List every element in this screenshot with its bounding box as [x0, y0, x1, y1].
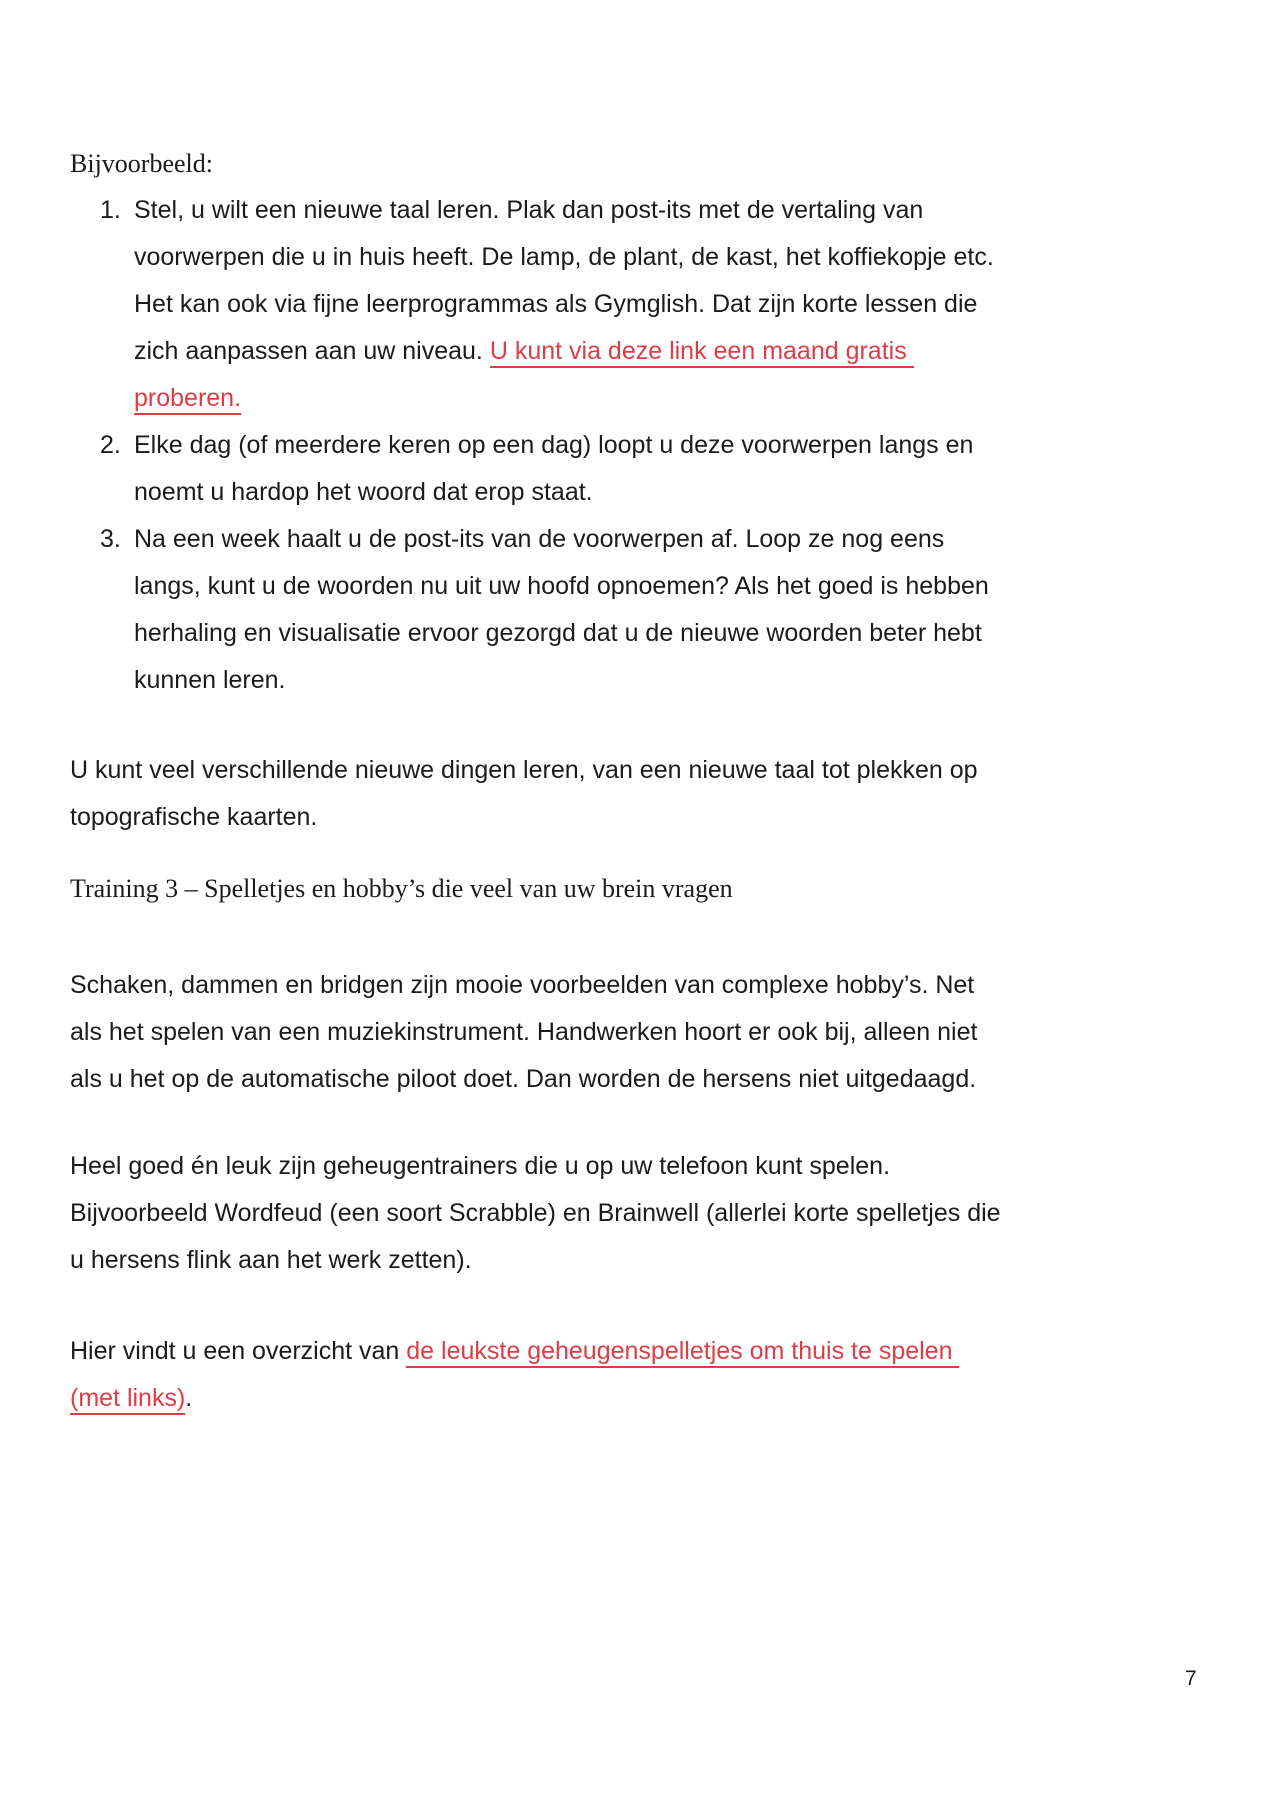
- hyperlink[interactable]: (met links): [70, 1384, 185, 1415]
- list-number: 3.: [100, 525, 121, 553]
- blank-line: [0, 704, 1280, 747]
- list-number: 1.: [100, 196, 121, 224]
- text-line: Bijvoorbeeld Wordfeud (een soort Scrabble) en Brainwell (allerlei korte spelletjes die: [70, 1199, 1001, 1227]
- text-line: als het spelen van een muziekinstrument. Handwerken hoort er ook bij, alleen niet: [70, 1018, 978, 1046]
- blank-line: [0, 912, 1280, 962]
- text-line: Heel goed én leuk zijn geheugentrainers die u op uw telefoon kunt spelen.: [70, 1152, 891, 1180]
- list-item-line: zich aanpassen aan uw niveau. U kunt via deze link een maand gratis: [134, 328, 1280, 375]
- text-line: topografische kaarten.: [70, 803, 318, 831]
- list-item-line: langs, kunt u de woorden nu uit uw hoofd opnoemen? Als het goed is hebben: [134, 572, 989, 600]
- blank-line: [0, 1284, 1280, 1328]
- list-item-line: voorwerpen die u in huis heeft. De lamp, de plant, de kast, het koffiekopje etc.: [134, 243, 994, 271]
- list-item-line: [134, 375, 1280, 422]
- list-item-line: 3. Na een week haalt u de post-its van de voorwerpen af. Loop ze nog eens: [100, 516, 1280, 563]
- text-line: (met links).: [70, 1375, 1280, 1422]
- page-number: 7: [1185, 1667, 1197, 1690]
- list-item-line: 1. Stel, u wilt een nieuwe taal leren. Plak dan post-its met de vertaling van: [100, 187, 1280, 234]
- text-line: U kunt veel verschillende nieuwe dingen leren, van een nieuwe taal tot plekken op: [70, 756, 978, 784]
- text-line: u hersens flink aan het werk zetten).: [70, 1246, 472, 1274]
- document-body: [0, 140, 1280, 1422]
- list-item-line: Het kan ook via fijne leerprogrammas als Gymglish. Dat zijn korte lessen die: [134, 290, 978, 318]
- list-item-line: 2. Elke dag (of meerdere keren op een dag) loopt u deze voorwerpen langs en: [100, 422, 1280, 469]
- blank-line: [0, 841, 1280, 865]
- list-item-line: noemt u hardop het woord dat erop staat.: [134, 478, 593, 506]
- heading: Training 3 – Spelletjes en hobby’s die veel van uw brein vragen: [70, 874, 733, 903]
- text-line: Schaken, dammen en bridgen zijn mooie voorbeelden van complexe hobby’s. Net: [70, 971, 975, 999]
- text-line: Hier vindt u een overzicht van de leukste geheugenspelletjes om thuis te spelen: [70, 1328, 1280, 1375]
- heading: Bijvoorbeeld:: [70, 149, 213, 178]
- hyperlink[interactable]: U kunt via deze link een maand gratis: [490, 337, 914, 368]
- text-line: als u het op de automatische piloot doet. Dan worden de hersens niet uitgedaagd.: [70, 1065, 977, 1093]
- list-item-line: herhaling en visualisatie ervoor gezorgd dat u de nieuwe woorden beter hebt: [134, 619, 982, 647]
- blank-line: [0, 1103, 1280, 1143]
- list-number: 2.: [100, 431, 121, 459]
- hyperlink[interactable]: proberen.: [134, 384, 241, 415]
- list-item-line: kunnen leren.: [134, 666, 286, 694]
- hyperlink[interactable]: de leukste geheugenspelletjes om thuis te spelen: [406, 1337, 959, 1368]
